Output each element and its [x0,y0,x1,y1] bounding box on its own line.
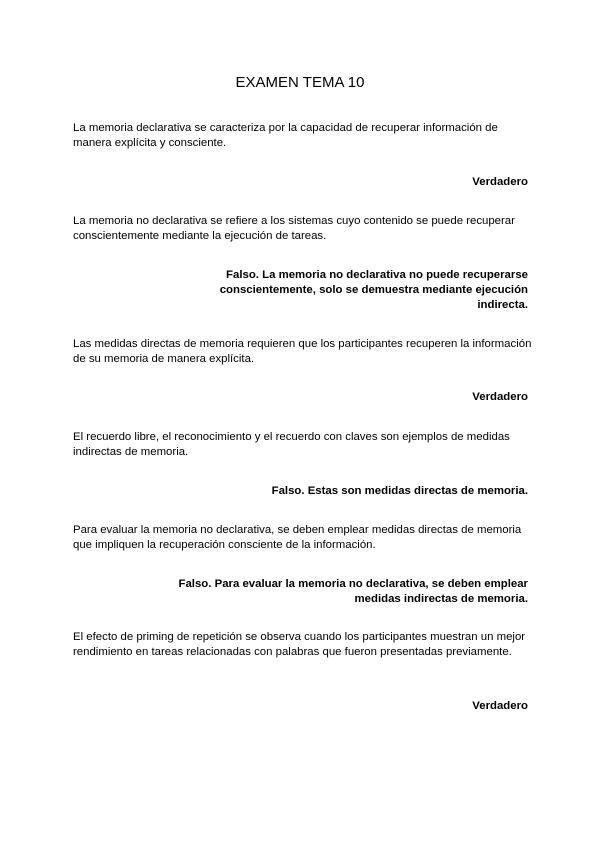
question-2: La memoria no declarativa se refiere a los sistemas cuyo contenido se puede recuperar conscientemente mediante la ejecución de tareas. [73,215,515,242]
question-6: El efecto de priming de repetición se observa cuando los participantes muestran un mejor rendimiento en tareas relacionadas con palabras que fueron presentadas previamente. [73,631,526,658]
answer-6: Verdadero [472,700,528,712]
answer-2: Falso. La memoria no declarativa no puede recuperarse conscientemente, solo se demuestra mediante ejecución indirecta. [219,269,528,311]
question-5: Para evaluar la memoria no declarativa, se deben emplear medidas directas de memoria que impliquen la recuperación consciente de la información. [73,524,522,551]
question-1: La memoria declarativa se caracteriza por la capacidad de recuperar información de manera explícita y consciente. [73,122,498,149]
question-3: Las medidas directas de memoria requieren que los participantes recuperen la información de su memoria de manera explícita. [73,338,532,365]
answer-3: Verdadero [472,391,528,403]
answer-4: Falso. Estas son medidas directas de memoria. [271,485,528,497]
question-4: El recuerdo libre, el reconocimiento y el recuerdo con claves son ejemplos de medidas indirectas de memoria. [73,431,510,458]
answer-1: Verdadero [472,176,528,188]
page-title: EXAMEN TEMA 10 [235,74,365,91]
answer-5: Falso. Para evaluar la memoria no declarativa, se deben emplear medidas indirectas de memoria. [178,578,528,605]
